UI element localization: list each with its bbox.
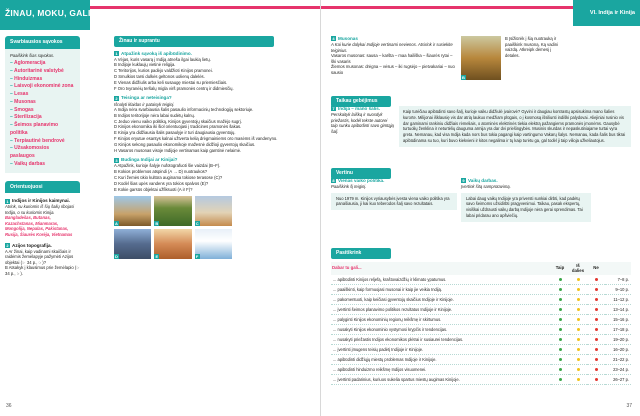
check-section xyxy=(331,248,631,385)
orientation-section xyxy=(5,181,80,277)
row-text: ... pakomentuoti, kaip keičiasi gyventojų skaičius Indijoje ir Kinijoje. xyxy=(331,294,551,304)
monsoon-photo xyxy=(461,36,501,80)
yes-cell[interactable] xyxy=(551,364,569,374)
row-page-ref: 19–20 p. xyxy=(605,334,631,344)
evaluation-section xyxy=(331,168,631,219)
orientation-a: A Ar žinai, kaip vadinami skaičiais ir raidėmis žemėlapyje pažymėti Azijos objektai (☞ 34 p., ☞)? xyxy=(5,248,74,265)
question-8-box: Nuo 1979 m. Kinijos vyriausybės įvesta viena vaiko politika yra panašiausia, ji kai kuo teberodos šalį savo rezultatais. xyxy=(331,193,457,211)
photo-a xyxy=(114,196,151,226)
yes-cell[interactable] xyxy=(551,354,569,364)
green-dot-icon xyxy=(559,358,562,361)
section-heading: Žinau ir suprantu xyxy=(114,36,274,47)
orientation-b: B Atsakyk į klausimus prie žemėlapio (☞ 34 p., ☞). xyxy=(5,265,80,276)
yes-cell[interactable] xyxy=(551,304,569,314)
row-text: ... apibūdinti Kinijos reljefą, kraštovaizdžių ir klimato ypatumus. xyxy=(331,275,551,284)
no-cell[interactable] xyxy=(587,374,605,384)
country-list: Bangladešas, Butanas, Kazachstanas, Mianmaras, Mongolija, Nepalas, Pakistanas, Rusija, Šiaurės Korėja, Vietnamas xyxy=(5,215,73,238)
partly-cell[interactable] xyxy=(569,294,587,304)
orientation-title: Indijos ir Kinijos kaimynai. xyxy=(12,198,70,204)
yes-cell[interactable] xyxy=(551,324,569,334)
table-row xyxy=(331,275,631,284)
row-text: ... paaiškinti, kaip formuojasi musonai ir kaip jie veikia Indiją. xyxy=(331,284,551,294)
question-title-text: Teisinga ar neteisinga? xyxy=(121,95,172,101)
photo-label: E xyxy=(155,254,159,260)
photo-label: D xyxy=(115,254,118,260)
option: B Kokios problemos atspindi (A → D) nuotraukos? xyxy=(114,169,208,175)
option: C Jeduo vienu vaiko politiką, Kinijos gyventojų skaičius mažėjo sugrį. xyxy=(114,118,242,124)
photo-e xyxy=(154,229,191,259)
photo-label: C xyxy=(195,221,199,227)
no-cell[interactable] xyxy=(587,294,605,304)
partly-cell[interactable] xyxy=(569,304,587,314)
table-row xyxy=(331,314,631,324)
yes-cell[interactable] xyxy=(551,294,569,304)
photo-label: B xyxy=(155,221,159,227)
partly-cell[interactable] xyxy=(569,364,587,374)
row-text: ... nusakyti Kinijos ekonominio vystymosi krypčis ir tendencijas. xyxy=(331,324,551,334)
row-page-ref: 13–14 p. xyxy=(605,304,631,314)
option: E Kinija yra didžiausia šalis pasaulyje ir turi daugiausia gyventojų. xyxy=(114,130,236,136)
orientation-text: Atrink, su kuriomis iš šių šalių ribojasi Indija, o su kuriomis Kinija. xyxy=(5,204,75,215)
green-dot-icon xyxy=(559,288,562,291)
row-page-ref: 21–22 p. xyxy=(605,354,631,364)
self-check-body xyxy=(331,275,631,384)
number-badge: 7 xyxy=(332,106,335,112)
row-text: ... įvertinti šeimos planavimo politikos rezultatus Indijoje ir Kinijoje. xyxy=(331,304,551,314)
yes-cell[interactable] xyxy=(551,314,569,324)
partly-cell[interactable] xyxy=(569,354,587,364)
no-cell[interactable] xyxy=(587,364,605,374)
yellow-dot-icon xyxy=(577,288,580,291)
question-title-text: Indija – mano šalis. xyxy=(338,106,381,111)
monsoon-summer: Vasaros musonas: sausa – karšta – maa hailiška – šiaurės rytai – ški vasaris xyxy=(331,53,453,64)
row-page-ref: 23–24 p. xyxy=(605,364,631,374)
table-header-row xyxy=(331,262,631,275)
red-dot-icon xyxy=(595,288,598,291)
table-row xyxy=(331,324,631,334)
no-cell[interactable] xyxy=(587,324,605,334)
main-column xyxy=(114,36,310,259)
yellow-dot-icon xyxy=(577,328,580,331)
option: G Kinijos sekong pasaulio ekonomikoje mažesnė didžioji gyventojų skaičius. xyxy=(114,141,256,147)
term-item: – Užsakomosios paslaugos xyxy=(10,145,75,161)
row-text: ... nusakyti priežastis Indijos ekonomikos plėtrai ir susiaurei tendencijas. xyxy=(331,334,551,344)
row-page-ref: 26–27 p. xyxy=(605,374,631,384)
yellow-dot-icon xyxy=(577,348,580,351)
monsoon-winter: Žiemos musonas: drėgna – vėsus – iki rugsėjo – pietvakariai – nuo sausio xyxy=(331,64,455,75)
yes-cell[interactable] xyxy=(551,374,569,384)
photo-grid xyxy=(114,196,232,259)
orientation-item-2 xyxy=(5,243,80,277)
yellow-dot-icon xyxy=(577,358,580,361)
question-title-text: Vienas vaiko politika. xyxy=(338,178,385,183)
photo-f xyxy=(195,229,232,259)
row-page-ref: 11–12 p. xyxy=(605,294,631,304)
no-cell[interactable] xyxy=(587,334,605,344)
term-item: – Vaikų darbas xyxy=(10,161,75,169)
no-cell[interactable] xyxy=(587,314,605,324)
number-badge: 9 xyxy=(462,178,465,184)
partly-cell[interactable] xyxy=(569,374,587,384)
left-header xyxy=(0,0,320,30)
option: C Teritorijos, kurios padėjo valdžioti Kinijos pramonei. xyxy=(114,68,213,74)
red-dot-icon xyxy=(595,318,598,321)
red-dot-icon xyxy=(595,348,598,351)
column-page xyxy=(605,262,631,275)
green-dot-icon xyxy=(559,368,562,371)
row-page-ref: 16–20 p. xyxy=(605,344,631,354)
yes-cell[interactable] xyxy=(551,275,569,284)
yellow-dot-icon xyxy=(577,298,580,301)
no-cell[interactable] xyxy=(587,304,605,314)
page-number-left: 36 xyxy=(6,403,12,410)
photo-c xyxy=(195,196,232,226)
number-badge: 2 xyxy=(115,95,118,101)
term-item: – Smogas xyxy=(10,107,75,115)
red-dot-icon xyxy=(595,368,598,371)
option: F Oro tvyranėių teršalų migla virš pramonės centrų ir didmiesčių. xyxy=(114,85,234,91)
no-cell[interactable] xyxy=(587,354,605,364)
row-page-ref: 17–18 p. xyxy=(605,324,631,334)
orientation-item-1 xyxy=(5,198,80,237)
option: D Kinijos ekonomika iki šiol orientuojasi į tradicines pramonės šakas. xyxy=(114,124,242,130)
table-row xyxy=(331,304,631,314)
yes-cell[interactable] xyxy=(551,344,569,354)
partly-cell[interactable] xyxy=(569,275,587,284)
no-cell[interactable] xyxy=(587,284,605,294)
row-page-ref: 15–16 p. xyxy=(605,314,631,324)
option: D Kodėl šias upės vandens yra tokios spalvos (E)? xyxy=(114,180,209,186)
orientation-heading: Orientuojuosi xyxy=(5,181,80,194)
evaluation-heading: Vertinu xyxy=(331,168,391,179)
photo-d xyxy=(114,229,151,259)
question-8 xyxy=(331,178,457,210)
option: H Vasaros musonas visoje Indijoje vertinamas kaip gamtinė nelaimė. xyxy=(114,147,242,153)
option: E Vienas didžiulis arba keli susaugę miestai su priemiesčiais. xyxy=(114,79,228,85)
question-8-sub: Paaiškink šį teiginį. xyxy=(331,184,367,190)
letter-box: Kaip turėčiau apibūdinti savo šalį, kurioje vaiku didžiulė įvairovė? Gyvini ir daugiau kontrastų apsisukima mano šalies kurorte. Milijonai išklausię vis dar atrią laukuo medžiam plūgais, o į kosmosą išsiliunti indiški palydovai. Aliejiniai rusinio vis dar gaminami rankiniu didžiais rėmeliais, o atominės elektrinės tiekia elektrą pažangiems pramonės įmonėms. Gausybė turtuolių ženklina ir neturtėlių dauguma armija yra dar dvi priešingybės. Musinis skurdas ir nepaskutiniajame turtai vyra greta. Nemanau, kad visa Indija kada nors bus tokia pagangi kaip vartingumo Vakarų šalys. Nemanau, kada šalis bus tikrai apibūdinama su tuo, kuri buvo kiekvieni ir kitos negalima ir tų kaip turėtu ga, gal todėl ji taip vilioja užkeliautojus. xyxy=(399,106,631,147)
partly-cell[interactable] xyxy=(569,334,587,344)
green-dot-icon xyxy=(559,378,562,381)
no-cell[interactable] xyxy=(587,275,605,284)
header-stripe xyxy=(321,6,573,9)
green-dot-icon xyxy=(559,338,562,341)
term-item: – Autoritarinė valstybė xyxy=(10,68,75,76)
sidebar xyxy=(5,36,80,276)
option: A Atpažink, kurioje šalyje nufotografuoti šie vaizdai (B–F). xyxy=(114,163,221,169)
terms-heading: Svarbiausios sąvokos xyxy=(5,36,80,49)
term-item: – Laisvoji ekonominė zona xyxy=(10,83,75,91)
green-dot-icon xyxy=(559,318,562,321)
table-row xyxy=(331,354,631,364)
row-page-ref: 7–8 p. xyxy=(605,275,631,284)
question-title-text: Atpažink sąvoką iš apibūdinimo. xyxy=(121,50,192,56)
row-text: ... palyginti Kinijos ekonominių regionų reikšmę ir skirtumus. xyxy=(331,314,551,324)
partly-cell[interactable] xyxy=(569,324,587,334)
number-badge: 8 xyxy=(332,178,335,184)
question-9-sub: Įvertink šitą samprotavimą. xyxy=(461,184,511,190)
green-dot-icon xyxy=(559,298,562,301)
skills-section xyxy=(331,96,631,144)
yes-cell[interactable] xyxy=(551,284,569,294)
option: C Kuri žemės ūkio kultūra auginama tokiose terasose (C)? xyxy=(114,175,223,181)
number-badge: 1 xyxy=(6,198,9,204)
partly-cell[interactable] xyxy=(569,344,587,354)
green-dot-icon xyxy=(559,278,562,281)
yellow-dot-icon xyxy=(577,338,580,341)
table-row xyxy=(331,364,631,374)
option: A Vėjas, kuris vasarą į Indiją atneša ilgai laukią lietų. xyxy=(114,56,211,62)
yellow-dot-icon xyxy=(577,318,580,321)
number-badge: 1 xyxy=(115,50,118,56)
column-no: Ne xyxy=(587,262,605,275)
red-dot-icon xyxy=(595,308,598,311)
terms-subtitle: Paaiškink šias sąvokas. xyxy=(10,52,55,58)
number-badge: 3 xyxy=(115,157,118,163)
check-heading: Pasitikrink xyxy=(331,248,391,259)
red-dot-icon xyxy=(595,338,598,341)
partly-cell[interactable] xyxy=(569,284,587,294)
question-9-box: Labai daug vaikų Indijoje yra priversti sunkiai dirbti, kad padėtų savo šeimoms užsidirbti pragyvenimui. Taikau, pasak ekspertų, visiškai uždrausti vaikų darbą Indijoje nėra gerai sprendimas. Tai labai pridarau ano apšviečių. xyxy=(461,193,591,222)
red-dot-icon xyxy=(595,378,598,381)
term-item: – Aglomeracija xyxy=(10,60,75,68)
photo-label: A xyxy=(115,221,118,227)
terms-box xyxy=(5,49,80,173)
photo-label: B xyxy=(462,74,465,80)
chapter-title: VI. Indija ir Kinija xyxy=(589,10,635,16)
yellow-dot-icon xyxy=(577,378,580,381)
yellow-dot-icon xyxy=(577,278,580,281)
self-check-table xyxy=(331,262,631,385)
option: A Indija nėra svarbiausia šalis pasaulio informacinių technologijų sektoriuje. xyxy=(114,107,254,113)
header-stripe xyxy=(90,6,320,9)
right-header xyxy=(321,0,640,30)
no-cell[interactable] xyxy=(587,344,605,354)
question-4-b: B Įsižiūrėk į šią nuotrauką ir paaiškink musoną. Ką vadini vaizdą. Atkreipk dėmesį į detales. xyxy=(505,36,559,58)
partly-cell[interactable] xyxy=(569,314,587,324)
page-number-right: 37 xyxy=(626,403,632,410)
header-title: ŽINAU, MOKU, GALIU xyxy=(5,8,97,18)
number-badge: 4 xyxy=(332,36,335,42)
row-text: ... įvertinti padarinius, kuriuos sukelia spartus miestų augimas Kinijoje. xyxy=(331,374,551,384)
row-page-ref: 9–10 p. xyxy=(605,284,631,294)
option: F Kinijos eryutue esantys kalnai užtverta kelią drėgmainiems oro masėms iš vandenyno. xyxy=(114,136,278,142)
red-dot-icon xyxy=(595,328,598,331)
orientation-title: Azijos topografija. xyxy=(12,242,52,248)
red-dot-icon xyxy=(595,278,598,281)
question-7 xyxy=(331,106,395,134)
table-row xyxy=(331,344,631,354)
row-text: ... įvertinti įmugens teisių padėtį Indijoje ir Kinijoje. xyxy=(331,344,551,354)
green-dot-icon xyxy=(559,348,562,351)
term-item: – Musonas xyxy=(10,99,75,107)
question-4-a: A Kai kurie dalykai Indijoje vertinami nevienos. Atsirink ir susiekite teiginius. xyxy=(331,42,453,53)
option: B Indijoje kuklaujų vietinė religija. xyxy=(114,62,176,68)
green-dot-icon xyxy=(559,328,562,331)
column-partly: Iš dalies xyxy=(569,262,587,275)
number-badge: 2 xyxy=(6,242,9,248)
option: E Kokie garsūs objektai užfiksuoti (A ir F)? xyxy=(114,186,193,192)
term-item: – Šeimos planavimo politika xyxy=(10,122,75,138)
option: D Smulkios tarsi dulkės geltonos uolienų dalelės. xyxy=(114,74,205,80)
question-9 xyxy=(461,178,591,222)
option: B Indijos teritorijoje nėra labai sudėtų kalnų. xyxy=(114,112,196,118)
question-subtitle: Išnalyti klaidas ir pataisyk teiginį. xyxy=(114,101,175,107)
question-title-text: Vaikų darbas. xyxy=(468,178,498,183)
question-title-text: Musonas xyxy=(338,36,358,41)
term-item: – Terpiautinė bendrovė xyxy=(10,138,75,146)
green-dot-icon xyxy=(559,308,562,311)
skills-heading: Taikau gebėjimus xyxy=(331,96,391,107)
yes-cell[interactable] xyxy=(551,334,569,344)
table-row xyxy=(331,374,631,384)
term-item: – Hinduizmas xyxy=(10,76,75,84)
table-title: Dabar tu gali... xyxy=(331,262,551,275)
row-text: ... apibūdinti hinduizmo reikšmę Indijos visuomenei. xyxy=(331,364,551,374)
table-row xyxy=(331,334,631,344)
column-yes: Taip xyxy=(551,262,569,275)
term-item: – Sterilizacija xyxy=(10,114,75,122)
photo-b xyxy=(154,196,191,226)
question-title-text: Budinga Indijai ar Kinijai? xyxy=(121,157,178,163)
yellow-dot-icon xyxy=(577,308,580,311)
question-7-text: Perskaityk laišką ir nuosdyk priežastis, kodėl tekste autorei taip sunku apibūdinti savo gimtąją šalį. xyxy=(331,112,394,134)
term-item: – Lesas xyxy=(10,91,75,99)
yellow-dot-icon xyxy=(577,368,580,371)
row-text: ... apibūdinti didžiųjų miestų problemas Indijoje ir Kinijoje. xyxy=(331,354,551,364)
table-row xyxy=(331,284,631,294)
red-dot-icon xyxy=(595,358,598,361)
table-row xyxy=(331,294,631,304)
photo-label: F xyxy=(195,254,199,260)
red-dot-icon xyxy=(595,298,598,301)
right-page xyxy=(320,0,640,416)
